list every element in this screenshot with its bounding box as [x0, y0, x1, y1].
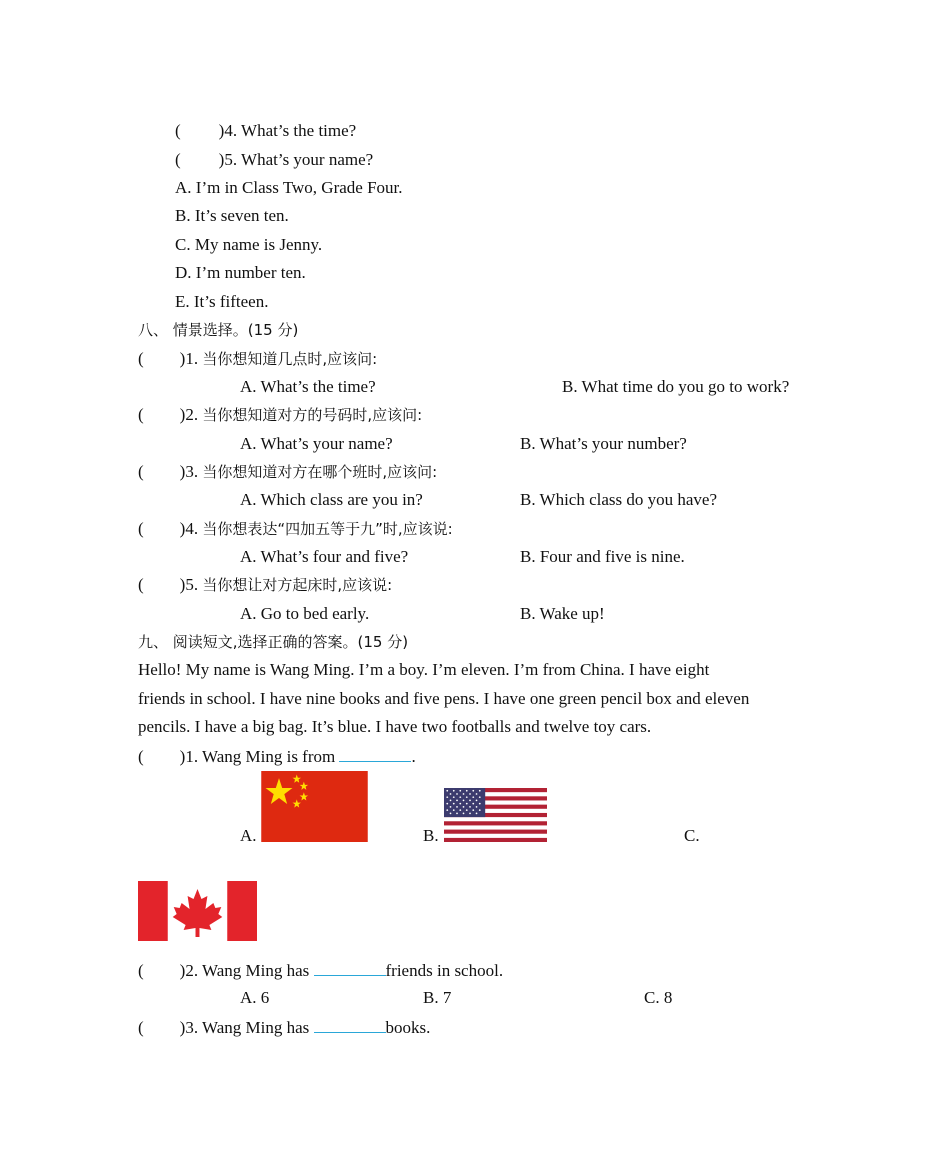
q9-question-1: ( )1. Wang Ming is from . — [138, 747, 416, 766]
q9-question-3: ( )3. Wang Ming has books. — [138, 1018, 431, 1037]
q8-item-3-option-a: A. Which class are you in? — [240, 490, 423, 509]
canada-flag-image — [138, 881, 257, 941]
q8-item-1: ( )1. 当你想知道几点时,应该问: — [138, 349, 378, 368]
q8-item-2: ( )2. 当你想知道对方的号码时,应该问: — [138, 405, 423, 424]
q8-item-2-option-b: B. What’s your number? — [520, 434, 687, 453]
q7-option: D. I’m number ten. — [175, 263, 306, 282]
q8-item-4-option-a: A. What’s four and five? — [240, 547, 409, 566]
q9-q2-option-c: C. 8 — [644, 988, 673, 1007]
q8-item-5-option-b: B. Wake up! — [520, 604, 605, 623]
q9-q2-option-b: B. 7 — [423, 988, 452, 1007]
passage-line: Hello! My name is Wang Ming. I’m a boy. I’m eleven. I’m from China. I have eight — [138, 660, 710, 679]
q8-item-2-option-a: A. What’s your name? — [240, 434, 393, 453]
q8-item-3: ( )3. 当你想知道对方在哪个班时,应该问: — [138, 462, 438, 481]
section-9-heading: 九、 阅读短文,选择正确的答案。(15 分) — [138, 633, 409, 651]
q8-item-3-option-b: B. Which class do you have? — [520, 490, 718, 509]
option-b-label: B. — [423, 826, 439, 845]
option-c-label: C. — [684, 826, 700, 845]
china-flag-image — [261, 771, 368, 842]
q8-item-4: ( )4. 当你想表达“四加五等于九”时,应该说: — [138, 519, 453, 538]
usa-flag-image — [444, 788, 547, 842]
q8-item-1-option-b: B. What time do you go to work? — [562, 377, 790, 396]
q8-item-1-option-a: A. What’s the time? — [240, 377, 376, 396]
q8-item-5-option-a: A. Go to bed early. — [240, 604, 370, 623]
q9-q2-option-a: A. 6 — [240, 988, 270, 1007]
q9-question-2: ( )2. Wang Ming has friends in school. — [138, 961, 504, 980]
q7-option: A. I’m in Class Two, Grade Four. — [175, 178, 403, 197]
q7-option: C. My name is Jenny. — [175, 235, 323, 254]
section-8-heading: 八、 情景选择。(15 分) — [138, 321, 299, 339]
q7-option: B. It’s seven ten. — [175, 206, 289, 225]
q7-item-5: ( )5. What’s your name? — [175, 150, 374, 169]
q8-item-5: ( )5. 当你想让对方起床时,应该说: — [138, 575, 393, 594]
answer-blank[interactable] — [339, 746, 411, 762]
option-a-label: A. — [240, 826, 257, 845]
q7-option: E. It’s fifteen. — [175, 292, 269, 311]
passage-line: friends in school. I have nine books and five pens. I have one green pencil box and eleven — [138, 689, 750, 708]
q8-item-4-option-b: B. Four and five is nine. — [520, 547, 685, 566]
q7-item-4: ( )4. What’s the time? — [175, 121, 357, 140]
passage-line: pencils. I have a big bag. It’s blue. I have two footballs and twelve toy cars. — [138, 717, 652, 736]
answer-blank[interactable] — [314, 960, 386, 976]
answer-blank[interactable] — [314, 1017, 386, 1033]
